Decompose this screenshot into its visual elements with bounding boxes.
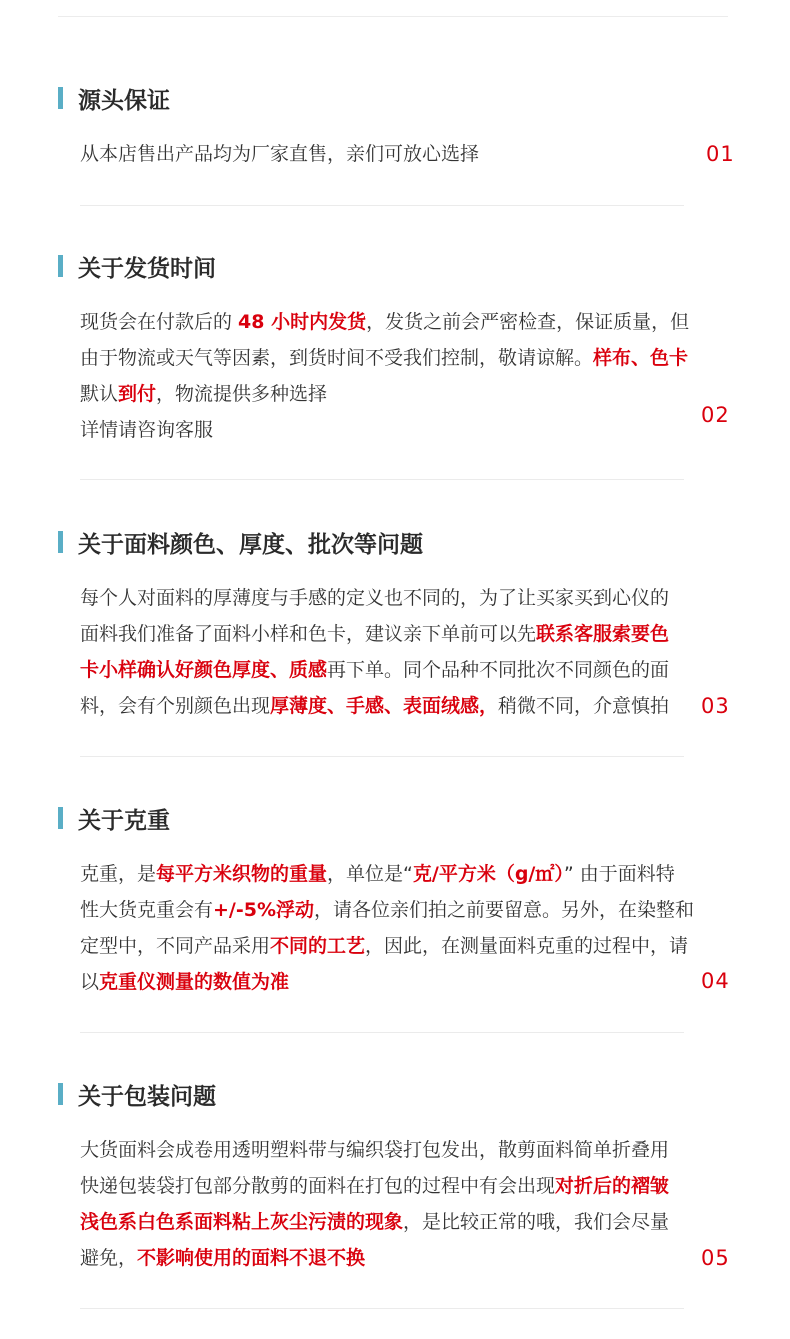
section-number: 02 [701,403,730,427]
title-accent-bar [58,87,63,109]
body-text: 详情请咨询客服 [80,419,214,441]
body-text: 从本店售出产品均为厂家直售，亲们可放心选择 [80,143,480,165]
top-divider [58,16,728,17]
paragraph-line [80,580,686,616]
paragraph-line [80,928,689,964]
section-body [80,856,695,1000]
title-accent-bar [58,1083,63,1105]
section-divider [80,756,684,757]
highlight-text: 48 小时内发货 [238,311,367,333]
section-title-row [58,805,170,834]
highlight-text: 浅色系白色系面料粘上灰尘污渍的现象 [80,1211,404,1233]
body-text: ，单位是“ [327,863,413,885]
section-title-row [58,1081,216,1110]
body-text: 默认 [80,383,119,405]
highlight-text: 厚薄度、手感、表面绒感， [270,695,499,717]
highlight-text: 联系客服索要色 [536,623,670,645]
section-number: 03 [701,694,730,718]
paragraph-line [80,376,686,412]
body-text: 定型中，不同产品采用 [80,935,271,957]
paragraph-line [80,964,686,1000]
highlight-text: 每平方米织物的重量 [156,863,328,885]
paragraph-line [80,136,686,172]
highlight-text: 不同的工艺 [270,935,366,957]
title-accent-bar [58,807,63,829]
body-text: 快递包装袋打包部分散剪的面料在打包的过程中有会出现 [80,1175,556,1197]
section-title-row [58,85,170,114]
section-title: 关于包装问题 [78,1083,216,1110]
highlight-text: 不影响使用的面料不退不换 [137,1247,366,1269]
section-title: 关于面料颜色、厚度、批次等问题 [78,531,423,558]
section-body [80,580,686,724]
highlight-text: 对折后的褶皱 [555,1175,670,1197]
body-text: ，因此，在测量面料克重的过程中，请 [365,935,689,957]
paragraph-line [80,892,695,928]
paragraph-line [80,616,686,652]
section-divider [80,1308,684,1309]
body-text: ，请各位亲们拍之前要留意。另外，在染整和 [314,899,695,921]
highlight-text: +/-5%浮动 [213,899,315,921]
body-text: 由于物流或天气等因素，到货时间不受我们控制，敬请谅解。 [80,347,594,369]
section-title: 关于克重 [78,807,170,834]
highlight-text: 卡小样确认好颜色厚度、质感 [80,659,328,681]
section-number: 01 [706,142,735,166]
section-body [80,304,690,448]
paragraph-line [80,1204,686,1240]
body-text: 现货会在付款后的 [80,311,239,333]
body-text: 每个人对面料的厚薄度与手感的定义也不同的，为了让买家买到心仪的 [80,587,670,609]
highlight-text: 样布、色卡 [593,347,689,369]
paragraph-line [80,688,686,724]
body-text: 大货面料会成卷用透明塑料带与编织袋打包发出，散剪面料简单折叠用 [80,1139,670,1161]
section-title: 源头保证 [78,87,170,114]
body-text: 性大货克重会有 [80,899,214,921]
title-accent-bar [58,531,63,553]
body-text: 料，会有个别颜色出现 [80,695,271,717]
paragraph-line [80,652,686,688]
paragraph-line [80,1168,686,1204]
highlight-text: 到付 [118,383,157,405]
title-accent-bar [58,255,63,277]
section-number: 05 [701,1246,730,1270]
body-text: 以 [80,971,100,993]
section-divider [80,205,684,206]
section-title: 关于发货时间 [78,255,216,282]
body-text: ，是比较正常的哦，我们会尽量 [403,1211,670,1233]
highlight-text: 克/平方米（g/㎡） [412,863,564,885]
body-text: ，发货之前会严密检查，保证质量，但 [366,311,690,333]
body-text: 克重，是 [80,863,157,885]
section-body [80,136,686,172]
section-title-row [58,529,423,558]
paragraph-line [80,856,686,892]
section-number: 04 [701,969,730,993]
section-divider [80,1032,684,1033]
body-text: ” 由于面料特 [563,863,675,885]
body-text: ，物流提供多种选择 [156,383,328,405]
section-body [80,1132,686,1276]
paragraph-line [80,1132,686,1168]
body-text: 避免， [80,1247,138,1269]
highlight-text: 克重仪测量的数值为准 [99,971,290,993]
section-divider [80,479,684,480]
paragraph-line [80,340,689,376]
section-title-row [58,253,216,282]
paragraph-line [80,304,690,340]
body-text: 面料我们准备了面料小样和色卡，建议亲下单前可以先 [80,623,537,645]
body-text: 稍微不同，介意慎拍 [498,695,670,717]
body-text: 再下单。同个品种不同批次不同颜色的面 [327,659,670,681]
paragraph-line [80,412,686,448]
paragraph-line [80,1240,686,1276]
